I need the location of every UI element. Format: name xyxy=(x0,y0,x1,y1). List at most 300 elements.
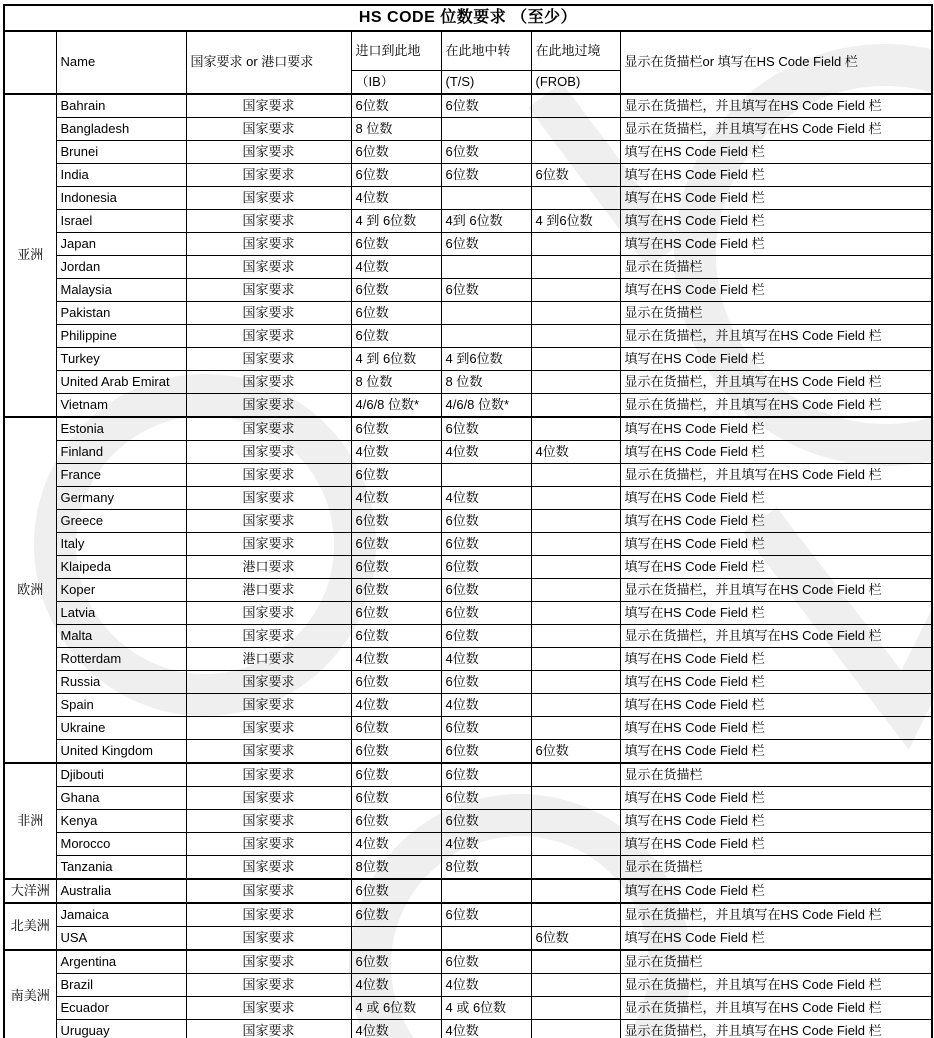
region-cell: 欧洲 xyxy=(4,417,56,763)
ib-digits-cell: 6位数 xyxy=(351,94,441,118)
country-name-cell: Tanzania xyxy=(56,856,186,880)
requirement-cell: 国家要求 xyxy=(186,763,351,787)
display-rule-cell: 填写在HS Code Field 栏 xyxy=(620,348,932,371)
display-rule-cell: 显示在货描栏 xyxy=(620,256,932,279)
display-rule-cell: 填写在HS Code Field 栏 xyxy=(620,187,932,210)
requirement-cell: 国家要求 xyxy=(186,810,351,833)
table-row xyxy=(4,740,932,764)
country-name-cell: Bangladesh xyxy=(56,118,186,141)
col-header-frob-abbr: (FROB) xyxy=(531,71,620,95)
display-rule-cell: 填写在HS Code Field 栏 xyxy=(620,487,932,510)
col-header-transship: 在此地中转 xyxy=(441,31,531,71)
table-row xyxy=(4,441,932,464)
ts-digits-cell: 6位数 xyxy=(441,417,531,441)
frob-digits-cell xyxy=(531,533,620,556)
ts-digits-cell: 6位数 xyxy=(441,279,531,302)
table-row xyxy=(4,233,932,256)
country-name-cell: Japan xyxy=(56,233,186,256)
display-rule-cell: 填写在HS Code Field 栏 xyxy=(620,694,932,717)
requirement-cell: 国家要求 xyxy=(186,164,351,187)
ib-digits-cell: 6位数 xyxy=(351,233,441,256)
requirement-cell: 国家要求 xyxy=(186,533,351,556)
frob-digits-cell xyxy=(531,417,620,441)
ts-digits-cell: 8位数 xyxy=(441,856,531,880)
ts-digits-cell: 4位数 xyxy=(441,1020,531,1038)
header-row-1 xyxy=(4,31,932,71)
ib-digits-cell: 4位数 xyxy=(351,648,441,671)
ts-digits-cell: 8 位数 xyxy=(441,371,531,394)
display-rule-cell: 显示在货描栏，并且填写在HS Code Field 栏 xyxy=(620,118,932,141)
ts-digits-cell: 6位数 xyxy=(441,141,531,164)
ib-digits-cell: 6位数 xyxy=(351,510,441,533)
ib-digits-cell: 6位数 xyxy=(351,787,441,810)
ts-digits-cell: 6位数 xyxy=(441,510,531,533)
requirement-cell: 国家要求 xyxy=(186,787,351,810)
country-name-cell: Djibouti xyxy=(56,763,186,787)
country-name-cell: Klaipeda xyxy=(56,556,186,579)
display-rule-cell: 显示在货描栏，并且填写在HS Code Field 栏 xyxy=(620,625,932,648)
region-cell: 亚洲 xyxy=(4,94,56,417)
ib-digits-cell: 8 位数 xyxy=(351,118,441,141)
ts-digits-cell: 6位数 xyxy=(441,787,531,810)
frob-digits-cell xyxy=(531,671,620,694)
ts-digits-cell: 4位数 xyxy=(441,974,531,997)
table-row xyxy=(4,694,932,717)
table-row xyxy=(4,927,932,951)
table-row xyxy=(4,371,932,394)
ts-digits-cell: 4位数 xyxy=(441,694,531,717)
table-row xyxy=(4,394,932,418)
requirement-cell: 港口要求 xyxy=(186,579,351,602)
country-name-cell: Turkey xyxy=(56,348,186,371)
table-row xyxy=(4,810,932,833)
country-name-cell: Brunei xyxy=(56,141,186,164)
table-row xyxy=(4,348,932,371)
ib-digits-cell: 6位数 xyxy=(351,141,441,164)
requirement-cell: 国家要求 xyxy=(186,950,351,974)
requirement-cell: 国家要求 xyxy=(186,118,351,141)
display-rule-cell: 显示在货描栏，并且填写在HS Code Field 栏 xyxy=(620,579,932,602)
country-name-cell: Estonia xyxy=(56,417,186,441)
frob-digits-cell xyxy=(531,487,620,510)
ts-digits-cell: 4到 6位数 xyxy=(441,210,531,233)
ts-digits-cell: 4位数 xyxy=(441,648,531,671)
table-row xyxy=(4,256,932,279)
frob-digits-cell xyxy=(531,602,620,625)
requirement-cell: 国家要求 xyxy=(186,997,351,1020)
requirement-cell: 国家要求 xyxy=(186,974,351,997)
frob-digits-cell xyxy=(531,325,620,348)
ts-digits-cell: 4位数 xyxy=(441,487,531,510)
requirement-cell: 国家要求 xyxy=(186,694,351,717)
ib-digits-cell: 6位数 xyxy=(351,279,441,302)
table-row xyxy=(4,141,932,164)
table-row xyxy=(4,717,932,740)
requirement-cell: 国家要求 xyxy=(186,833,351,856)
ib-digits-cell: 6位数 xyxy=(351,879,441,903)
ib-digits-cell: 4 到 6位数 xyxy=(351,210,441,233)
ts-digits-cell: 6位数 xyxy=(441,556,531,579)
table-row xyxy=(4,187,932,210)
country-name-cell: Malaysia xyxy=(56,279,186,302)
frob-digits-cell xyxy=(531,950,620,974)
display-rule-cell: 填写在HS Code Field 栏 xyxy=(620,233,932,256)
ib-digits-cell: 4位数 xyxy=(351,441,441,464)
frob-digits-cell: 6位数 xyxy=(531,927,620,951)
col-header-name: Name xyxy=(56,31,186,94)
frob-digits-cell xyxy=(531,464,620,487)
ib-digits-cell: 4 或 6位数 xyxy=(351,997,441,1020)
table-row xyxy=(4,856,932,880)
country-name-cell: United Arab Emirat xyxy=(56,371,186,394)
ib-digits-cell: 8 位数 xyxy=(351,371,441,394)
col-header-region xyxy=(4,31,56,94)
requirement-cell: 国家要求 xyxy=(186,740,351,764)
table-row xyxy=(4,602,932,625)
ts-digits-cell: 6位数 xyxy=(441,602,531,625)
ib-digits-cell: 6位数 xyxy=(351,671,441,694)
col-header-transship-abbr: (T/S) xyxy=(441,71,531,95)
ib-digits-cell: 6位数 xyxy=(351,164,441,187)
display-rule-cell: 填写在HS Code Field 栏 xyxy=(620,556,932,579)
ib-digits-cell: 4位数 xyxy=(351,974,441,997)
country-name-cell: Pakistan xyxy=(56,302,186,325)
ts-digits-cell xyxy=(441,879,531,903)
ts-digits-cell xyxy=(441,302,531,325)
table-row xyxy=(4,94,932,118)
requirement-cell: 国家要求 xyxy=(186,487,351,510)
col-header-frob: 在此地过境 xyxy=(531,31,620,71)
ts-digits-cell: 6位数 xyxy=(441,94,531,118)
requirement-cell: 港口要求 xyxy=(186,556,351,579)
ts-digits-cell: 6位数 xyxy=(441,903,531,927)
table-row xyxy=(4,833,932,856)
table-row xyxy=(4,556,932,579)
title-row xyxy=(4,5,932,31)
display-rule-cell: 填写在HS Code Field 栏 xyxy=(620,533,932,556)
ib-digits-cell: 8位数 xyxy=(351,856,441,880)
ib-digits-cell: 6位数 xyxy=(351,602,441,625)
frob-digits-cell xyxy=(531,394,620,418)
frob-digits-cell xyxy=(531,556,620,579)
country-name-cell: Vietnam xyxy=(56,394,186,418)
table-row xyxy=(4,302,932,325)
display-rule-cell: 显示在货描栏，并且填写在HS Code Field 栏 xyxy=(620,394,932,418)
ts-digits-cell: 6位数 xyxy=(441,579,531,602)
country-name-cell: Malta xyxy=(56,625,186,648)
ts-digits-cell: 6位数 xyxy=(441,671,531,694)
requirement-cell: 国家要求 xyxy=(186,417,351,441)
table-row xyxy=(4,625,932,648)
country-name-cell: Jamaica xyxy=(56,903,186,927)
ts-digits-cell: 6位数 xyxy=(441,164,531,187)
frob-digits-cell xyxy=(531,810,620,833)
table-row xyxy=(4,1020,932,1038)
requirement-cell: 国家要求 xyxy=(186,441,351,464)
table-row xyxy=(4,487,932,510)
table-row xyxy=(4,950,932,974)
ts-digits-cell: 6位数 xyxy=(441,810,531,833)
display-rule-cell: 填写在HS Code Field 栏 xyxy=(620,671,932,694)
requirement-cell: 国家要求 xyxy=(186,233,351,256)
col-header-import: 进口到此地 xyxy=(351,31,441,71)
ts-digits-cell xyxy=(441,256,531,279)
country-name-cell: Brazil xyxy=(56,974,186,997)
ts-digits-cell: 4位数 xyxy=(441,833,531,856)
ts-digits-cell xyxy=(441,325,531,348)
frob-digits-cell xyxy=(531,1020,620,1038)
frob-digits-cell: 4 到6位数 xyxy=(531,210,620,233)
ts-digits-cell: 6位数 xyxy=(441,740,531,764)
display-rule-cell: 填写在HS Code Field 栏 xyxy=(620,717,932,740)
ts-digits-cell xyxy=(441,464,531,487)
display-rule-cell: 填写在HS Code Field 栏 xyxy=(620,210,932,233)
country-name-cell: Indonesia xyxy=(56,187,186,210)
display-rule-cell: 显示在货描栏 xyxy=(620,302,932,325)
frob-digits-cell xyxy=(531,579,620,602)
ib-digits-cell: 4位数 xyxy=(351,256,441,279)
ib-digits-cell: 6位数 xyxy=(351,533,441,556)
frob-digits-cell xyxy=(531,648,620,671)
display-rule-cell: 填写在HS Code Field 栏 xyxy=(620,441,932,464)
ts-digits-cell: 4位数 xyxy=(441,441,531,464)
ib-digits-cell: 6位数 xyxy=(351,579,441,602)
table-row xyxy=(4,579,932,602)
country-name-cell: Bahrain xyxy=(56,94,186,118)
ib-digits-cell: 6位数 xyxy=(351,740,441,764)
ts-digits-cell xyxy=(441,118,531,141)
ts-digits-cell: 6位数 xyxy=(441,625,531,648)
frob-digits-cell xyxy=(531,510,620,533)
frob-digits-cell xyxy=(531,903,620,927)
ts-digits-cell: 6位数 xyxy=(441,233,531,256)
frob-digits-cell xyxy=(531,187,620,210)
display-rule-cell: 显示在货描栏，并且填写在HS Code Field 栏 xyxy=(620,997,932,1020)
country-name-cell: Argentina xyxy=(56,950,186,974)
frob-digits-cell xyxy=(531,763,620,787)
frob-digits-cell xyxy=(531,997,620,1020)
country-name-cell: Australia xyxy=(56,879,186,903)
requirement-cell: 国家要求 xyxy=(186,464,351,487)
ts-digits-cell: 4 到6位数 xyxy=(441,348,531,371)
region-cell: 北美洲 xyxy=(4,903,56,950)
table-row xyxy=(4,325,932,348)
display-rule-cell: 显示在货描栏，并且填写在HS Code Field 栏 xyxy=(620,94,932,118)
requirement-cell: 国家要求 xyxy=(186,141,351,164)
requirement-cell: 国家要求 xyxy=(186,279,351,302)
display-rule-cell: 显示在货描栏 xyxy=(620,763,932,787)
ib-digits-cell: 6位数 xyxy=(351,464,441,487)
country-name-cell: USA xyxy=(56,927,186,951)
frob-digits-cell xyxy=(531,833,620,856)
frob-digits-cell xyxy=(531,371,620,394)
col-header-import-abbr: （IB） xyxy=(351,71,441,95)
table-row xyxy=(4,533,932,556)
country-name-cell: Kenya xyxy=(56,810,186,833)
display-rule-cell: 显示在货描栏，并且填写在HS Code Field 栏 xyxy=(620,974,932,997)
display-rule-cell: 填写在HS Code Field 栏 xyxy=(620,648,932,671)
ib-digits-cell: 6位数 xyxy=(351,325,441,348)
country-name-cell: Ecuador xyxy=(56,997,186,1020)
table-row xyxy=(4,763,932,787)
ts-digits-cell xyxy=(441,927,531,951)
requirement-cell: 国家要求 xyxy=(186,302,351,325)
requirement-cell: 国家要求 xyxy=(186,510,351,533)
frob-digits-cell xyxy=(531,717,620,740)
display-rule-cell: 显示在货描栏，并且填写在HS Code Field 栏 xyxy=(620,325,932,348)
display-rule-cell: 显示在货描栏，并且填写在HS Code Field 栏 xyxy=(620,464,932,487)
ib-digits-cell: 4位数 xyxy=(351,833,441,856)
display-rule-cell: 填写在HS Code Field 栏 xyxy=(620,787,932,810)
requirement-cell: 国家要求 xyxy=(186,602,351,625)
requirement-cell: 国家要求 xyxy=(186,187,351,210)
frob-digits-cell xyxy=(531,879,620,903)
country-name-cell: Italy xyxy=(56,533,186,556)
table-row xyxy=(4,510,932,533)
ts-digits-cell: 6位数 xyxy=(441,533,531,556)
requirement-cell: 国家要求 xyxy=(186,856,351,880)
region-cell: 大洋洲 xyxy=(4,879,56,903)
table-row xyxy=(4,879,932,903)
table-row xyxy=(4,974,932,997)
requirement-cell: 港口要求 xyxy=(186,648,351,671)
ib-digits-cell xyxy=(351,927,441,951)
requirement-cell: 国家要求 xyxy=(186,394,351,418)
requirement-cell: 国家要求 xyxy=(186,210,351,233)
display-rule-cell: 填写在HS Code Field 栏 xyxy=(620,927,932,951)
ib-digits-cell: 6位数 xyxy=(351,903,441,927)
display-rule-cell: 显示在货描栏，并且填写在HS Code Field 栏 xyxy=(620,1020,932,1038)
display-rule-cell: 显示在货描栏，并且填写在HS Code Field 栏 xyxy=(620,371,932,394)
ib-digits-cell: 6位数 xyxy=(351,556,441,579)
country-name-cell: Finland xyxy=(56,441,186,464)
region-cell: 南美洲 xyxy=(4,950,56,1038)
table-row xyxy=(4,787,932,810)
table-row xyxy=(4,671,932,694)
frob-digits-cell: 4位数 xyxy=(531,441,620,464)
requirement-cell: 国家要求 xyxy=(186,879,351,903)
requirement-cell: 国家要求 xyxy=(186,348,351,371)
requirement-cell: 国家要求 xyxy=(186,1020,351,1038)
ib-digits-cell: 6位数 xyxy=(351,810,441,833)
frob-digits-cell xyxy=(531,856,620,880)
requirement-cell: 国家要求 xyxy=(186,625,351,648)
country-name-cell: Uruguay xyxy=(56,1020,186,1038)
display-rule-cell: 填写在HS Code Field 栏 xyxy=(620,279,932,302)
ib-digits-cell: 6位数 xyxy=(351,717,441,740)
requirement-cell: 国家要求 xyxy=(186,371,351,394)
ts-digits-cell: 6位数 xyxy=(441,717,531,740)
ib-digits-cell: 4 到 6位数 xyxy=(351,348,441,371)
frob-digits-cell xyxy=(531,787,620,810)
display-rule-cell: 填写在HS Code Field 栏 xyxy=(620,510,932,533)
frob-digits-cell xyxy=(531,625,620,648)
ts-digits-cell: 6位数 xyxy=(441,763,531,787)
region-cell: 非洲 xyxy=(4,763,56,879)
country-name-cell: Koper xyxy=(56,579,186,602)
table-row xyxy=(4,903,932,927)
requirement-cell: 国家要求 xyxy=(186,717,351,740)
display-rule-cell: 显示在货描栏 xyxy=(620,950,932,974)
display-rule-cell: 填写在HS Code Field 栏 xyxy=(620,879,932,903)
ts-digits-cell: 6位数 xyxy=(441,950,531,974)
display-rule-cell: 显示在货描栏，并且填写在HS Code Field 栏 xyxy=(620,903,932,927)
table-row xyxy=(4,997,932,1020)
requirement-cell: 国家要求 xyxy=(186,903,351,927)
display-rule-cell: 填写在HS Code Field 栏 xyxy=(620,417,932,441)
country-name-cell: Rotterdam xyxy=(56,648,186,671)
country-name-cell: France xyxy=(56,464,186,487)
country-name-cell: United Kingdom xyxy=(56,740,186,764)
frob-digits-cell xyxy=(531,141,620,164)
country-name-cell: India xyxy=(56,164,186,187)
ts-digits-cell: 4/6/8 位数* xyxy=(441,394,531,418)
ib-digits-cell: 4位数 xyxy=(351,694,441,717)
display-rule-cell: 填写在HS Code Field 栏 xyxy=(620,810,932,833)
frob-digits-cell xyxy=(531,302,620,325)
frob-digits-cell xyxy=(531,279,620,302)
country-name-cell: Ghana xyxy=(56,787,186,810)
ib-digits-cell: 4位数 xyxy=(351,1020,441,1038)
frob-digits-cell xyxy=(531,694,620,717)
country-name-cell: Spain xyxy=(56,694,186,717)
country-name-cell: Philippine xyxy=(56,325,186,348)
requirement-cell: 国家要求 xyxy=(186,927,351,951)
table-row xyxy=(4,210,932,233)
frob-digits-cell xyxy=(531,233,620,256)
requirement-cell: 国家要求 xyxy=(186,671,351,694)
hs-code-requirements-table xyxy=(3,4,933,1038)
table-row xyxy=(4,464,932,487)
table-row xyxy=(4,118,932,141)
requirement-cell: 国家要求 xyxy=(186,325,351,348)
table-row xyxy=(4,648,932,671)
ib-digits-cell: 6位数 xyxy=(351,950,441,974)
ts-digits-cell xyxy=(441,187,531,210)
display-rule-cell: 填写在HS Code Field 栏 xyxy=(620,164,932,187)
ib-digits-cell: 6位数 xyxy=(351,302,441,325)
ib-digits-cell: 6位数 xyxy=(351,763,441,787)
table-row xyxy=(4,164,932,187)
ib-digits-cell: 4/6/8 位数* xyxy=(351,394,441,418)
display-rule-cell: 填写在HS Code Field 栏 xyxy=(620,740,932,764)
country-name-cell: Greece xyxy=(56,510,186,533)
ib-digits-cell: 6位数 xyxy=(351,625,441,648)
country-name-cell: Germany xyxy=(56,487,186,510)
country-name-cell: Morocco xyxy=(56,833,186,856)
requirement-cell: 国家要求 xyxy=(186,94,351,118)
country-name-cell: Israel xyxy=(56,210,186,233)
display-rule-cell: 填写在HS Code Field 栏 xyxy=(620,833,932,856)
country-name-cell: Jordan xyxy=(56,256,186,279)
col-header-display: 显示在货描栏or 填写在HS Code Field 栏 xyxy=(620,31,932,94)
display-rule-cell: 填写在HS Code Field 栏 xyxy=(620,141,932,164)
requirement-cell: 国家要求 xyxy=(186,256,351,279)
frob-digits-cell: 6位数 xyxy=(531,740,620,764)
ib-digits-cell: 4位数 xyxy=(351,187,441,210)
country-name-cell: Russia xyxy=(56,671,186,694)
frob-digits-cell xyxy=(531,348,620,371)
table-row xyxy=(4,279,932,302)
display-rule-cell: 填写在HS Code Field 栏 xyxy=(620,602,932,625)
table-title: HS CODE 位数要求 （至少） xyxy=(4,5,932,31)
col-header-requirement: 国家要求 or 港口要求 xyxy=(186,31,351,94)
frob-digits-cell xyxy=(531,974,620,997)
country-name-cell: Ukraine xyxy=(56,717,186,740)
frob-digits-cell xyxy=(531,94,620,118)
ib-digits-cell: 4位数 xyxy=(351,487,441,510)
frob-digits-cell xyxy=(531,256,620,279)
